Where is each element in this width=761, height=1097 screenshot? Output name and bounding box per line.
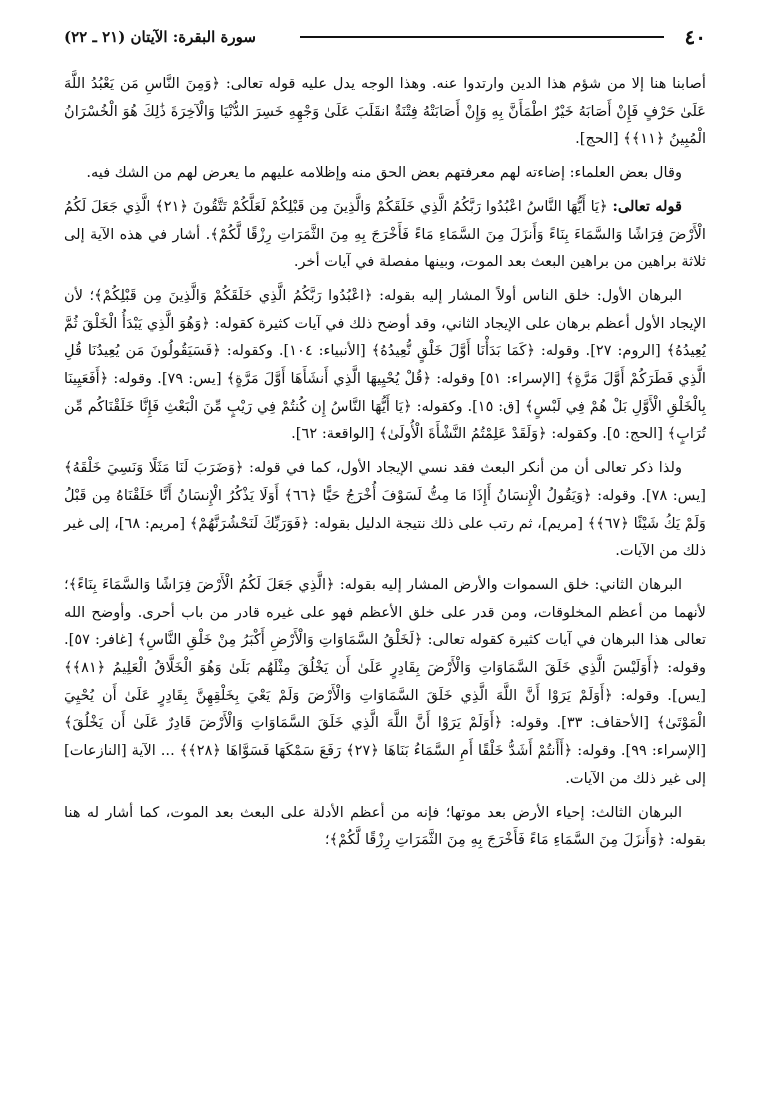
paragraph-text: ﴿يَا أَيُّهَا النَّاسُ اعْبُدُوا رَبَّكُمُ الَّذِي خَلَقَكُمْ وَالَّذِينَ مِن قَبْلِكُمْ لَعَلَّكُمْ تَتَّقُونَ ﴿٢١﴾ الَّذِي جَعَلَ لَكُمُ الْأَرْضَ فِرَاشًا وَالسَّمَاءَ بِنَاءً وَأَنزَلَ مِنَ السَّمَاءِ مَاءً فَأَخْرَجَ بِهِ مِنَ الثَّمَرَاتِ رِزْقًا لَّكُمْ﴾. أشار في هذه الآية إلى ثلاثة براهين من براهين البعث بعد الموت، وبينها مفصلة في آيات أخر. [64,197,706,271]
running-title: سورة البقرة: الآيتان (٢١ ـ ٢٢) [64,28,256,46]
paragraph-scholars [64,159,706,187]
paragraph-continuation [64,70,706,153]
page-number: ٤٠ [684,25,706,49]
paragraph-text: أصابنا هنا إلا من شؤم هذا الدين وارتدوا عنه. وهذا الوجه يدل عليه قوله تعالى: ﴿وَمِنَ النَّاسِ مَن يَعْبُدُ اللَّهَ عَلَىٰ حَرْفٍ فَإِنْ أَصَابَهُ خَيْرٌ اطْمَأَنَّ بِهِ وَإِنْ أَصَابَتْهُ فِتْنَةٌ انقَلَبَ عَلَىٰ وَجْهِهِ خَسِرَ الدُّنْيَا وَالْآخِرَةَ ذَٰلِكَ هُوَ الْخُسْرَانُ الْمُبِينُ ﴿١١﴾﴾ [الحج]. [64,75,706,148]
paragraph-first-proof [64,282,706,448]
verse-lead-label: قوله تعالى: [612,197,682,215]
paragraph-text: وقال بعض العلماء: إضاءته لهم معرفتهم بعض الحق منه وإظلامه عليهم ما يعرض لهم من الشك فيه. [86,164,682,182]
book-page [64,22,706,1092]
paragraph-text: ولذا ذكر تعالى أن من أنكر البعث فقد نسي الإيجاد الأول، كما في قوله: ﴿وَضَرَبَ لَنَا مَثَلًا وَنَسِيَ خَلْقَهُ﴾ [يس: ٧٨]. وقوله: ﴿وَيَقُولُ الْإِنسَانُ أَإِذَا مَا مِتُّ لَسَوْفَ أُخْرَجُ حَيًّا ﴿٦٦﴾ أَوَلَا يَذْكُرُ الْإِنسَانُ أَنَّا خَلَقْنَاهُ مِن قَبْلُ وَلَمْ يَكُ شَيْئًا ﴿٦٧﴾﴾ [مريم]، ثم رتب على ذلك نتيجة الدليل بقوله: ﴿فَوَرَبِّكَ لَنَحْشُرَنَّهُمْ﴾ [مريم: ٦٨]، إلى غير ذلك من الآيات. [64,459,706,560]
paragraph-verse-heading [64,193,706,276]
paragraph-forgetting-creation [64,454,706,565]
header-rule [300,36,664,38]
paragraph-second-proof [64,571,706,793]
paragraph-text: البرهان الثالث: إحياء الأرض بعد موتها؛ فإنه من أعظم الأدلة على البعث بعد الموت، كما أشار له هنا بقوله: ﴿وَأَنزَلَ مِنَ السَّمَاءِ مَاءً فَأَخْرَجَ بِهِ مِنَ الثَّمَرَاتِ رِزْقًا لَّكُمْ﴾؛ [64,803,706,849]
paragraph-text: البرهان الأول: خلق الناس أولاً المشار إليه بقوله: ﴿اعْبُدُوا رَبَّكُمُ الَّذِي خَلَقَكُمْ وَالَّذِينَ مِن قَبْلِكُمْ﴾؛ لأن الإيجاد الأول أعظم برهان على الإيجاد الثاني، وقد أوضح ذلك في آيات كثيرة كقوله: ﴿وَهُوَ الَّذِي يَبْدَأُ الْخَلْقَ ثُمَّ يُعِيدُهُ﴾ [الروم: ٢٧]. وقوله: ﴿كَمَا بَدَأْنَا أَوَّلَ خَلْقٍ نُّعِيدُهُ﴾ [الأنبياء: ١٠٤]. وكقوله: ﴿فَسَيَقُولُونَ مَن يُعِيدُنَا قُلِ الَّذِي فَطَرَكُمْ أَوَّلَ مَرَّةٍ﴾ [الإسراء: ٥١] وقوله: ﴿قُلْ يُحْيِيهَا الَّذِي أَنشَأَهَا أَوَّلَ مَرَّةٍ﴾ [يس: ٧٩]. وقوله: ﴿أَفَعَيِينَا بِالْخَلْقِ الْأَوَّلِ بَلْ هُمْ فِي لَبْسٍ﴾ [ق: ١٥]. وكقوله: ﴿يَا أَيُّهَا النَّاسُ إِن كُنتُمْ فِي رَيْبٍ مِّنَ الْبَعْثِ فَإِنَّا خَلَقْنَاكُم مِّن تُرَابٍ﴾ [الحج: ٥]. وكقوله: ﴿وَلَقَدْ عَلِمْتُمُ النَّشْأَةَ الْأُولَىٰ﴾ [الواقعة: ٦٢]. [64,286,707,443]
paragraph-text: البرهان الثاني: خلق السموات والأرض المشار إليه بقوله: ﴿الَّذِي جَعَلَ لَكُمُ الْأَرْضَ فِرَاشًا وَالسَّمَاءَ بِنَاءً﴾؛ لأنهما من أعظم المخلوقات، ومن قدر على خلق الأعظم فهو على غيره قادر من باب أحرى. وأوضح الله تعالى هذا البرهان في آيات كثيرة كقوله تعالى: ﴿لَخَلْقُ السَّمَاوَاتِ وَالْأَرْضِ أَكْبَرُ مِنْ خَلْقِ النَّاسِ﴾ [غافر: ٥٧]. وقوله: ﴿أَوَلَيْسَ الَّذِي خَلَقَ السَّمَاوَاتِ وَالْأَرْضَ بِقَادِرٍ عَلَىٰ أَن يَخْلُقَ مِثْلَهُم بَلَىٰ وَهُوَ الْخَلَّاقُ الْعَلِيمُ ﴿٨١﴾﴾ [يس]. وقوله: ﴿أَوَلَمْ يَرَوْا أَنَّ اللَّهَ الَّذِي خَلَقَ السَّمَاوَاتِ وَالْأَرْضَ وَلَمْ يَعْيَ بِخَلْقِهِنَّ بِقَادِرٍ عَلَىٰ أَن يُحْيِيَ الْمَوْتَىٰ﴾ [الأحقاف: ٣٣]. وقوله: ﴿أَوَلَمْ يَرَوْا أَنَّ اللَّهَ الَّذِي خَلَقَ السَّمَاوَاتِ وَالْأَرْضَ قَادِرٌ عَلَىٰ أَن يَخْلُقَ﴾ [الإسراء: ٩٩]. وقوله: ﴿أَأَنتُمْ أَشَدُّ خَلْقًا أَمِ السَّمَاءُ بَنَاهَا ﴿٢٧﴾ رَفَعَ سَمْكَهَا فَسَوَّاهَا ﴿٢٨﴾﴾ ... الآية [النازعات] إلى غير ذلك من الآيات. [64,575,707,787]
running-header [64,22,706,52]
paragraph-third-proof [64,799,706,854]
